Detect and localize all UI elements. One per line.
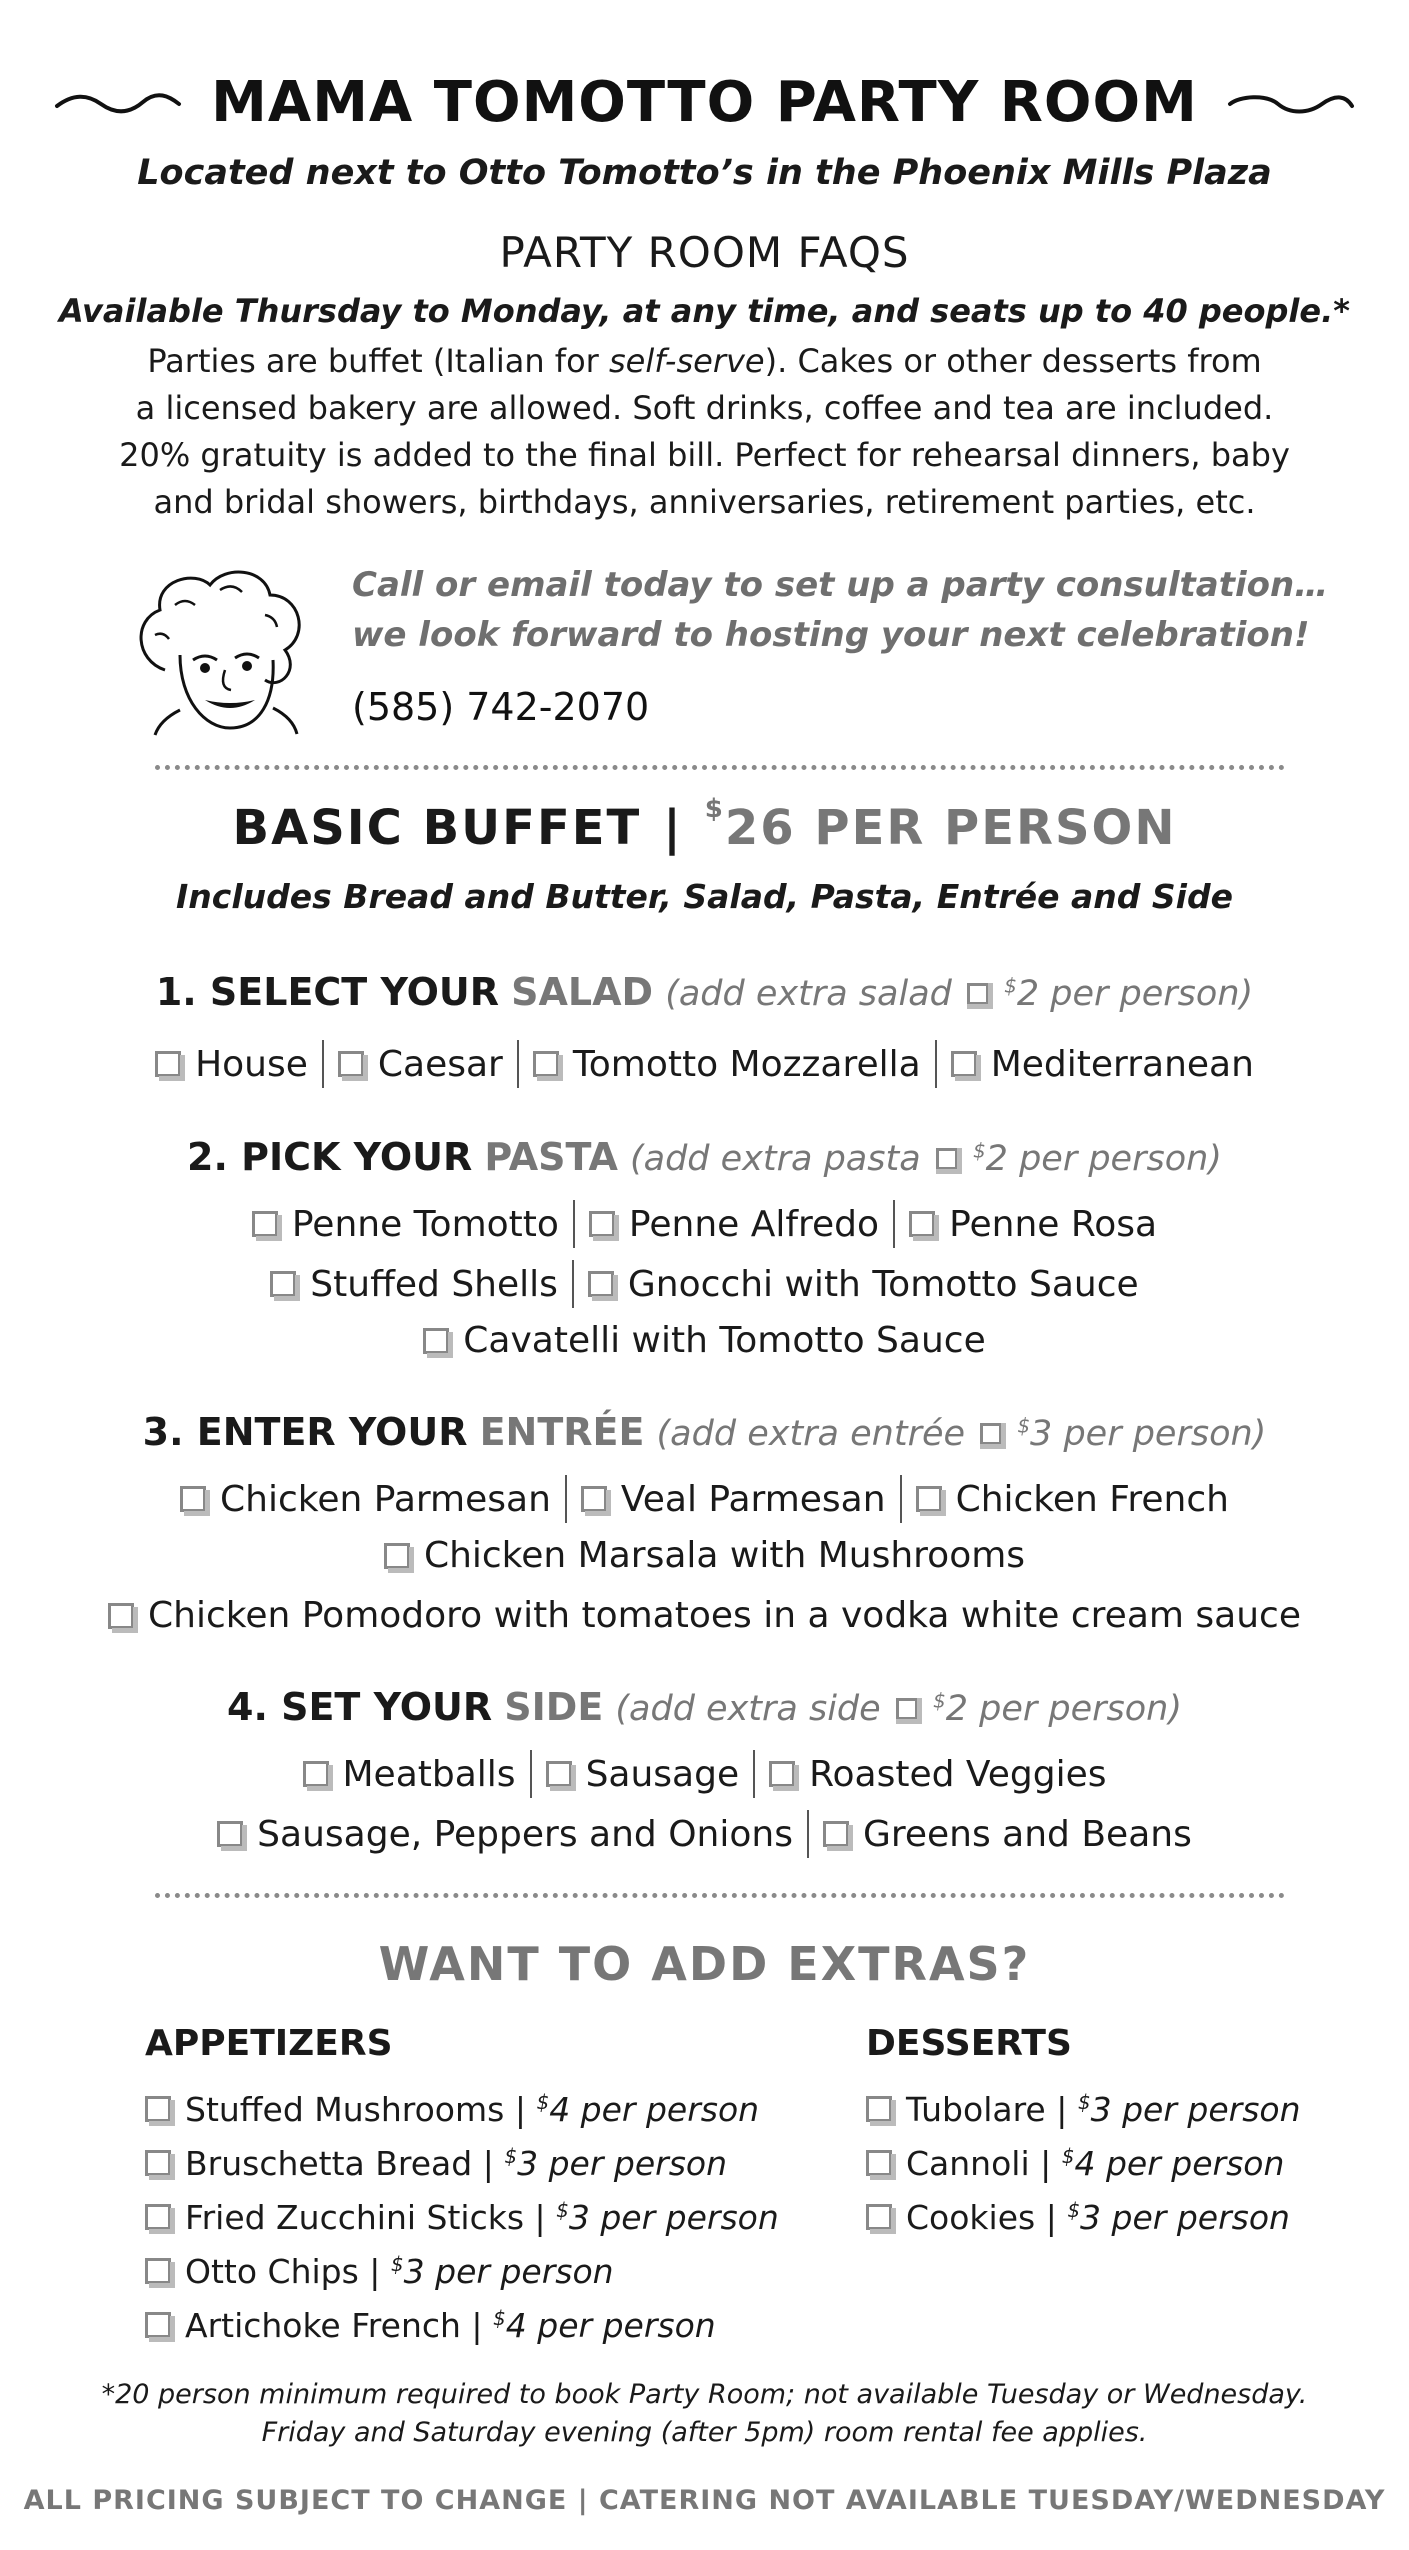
appetizer-otto-chips[interactable]: Otto Chips | $3 per person [145, 2244, 779, 2298]
salad-options-row-1 [0, 1040, 1409, 1088]
checkbox-icon[interactable] [384, 1543, 410, 1569]
faq-line-3: 20% gratuity is added to the final bill. Perfect for rehearsal dinners, baby [119, 436, 1290, 474]
entree-options-row-1 [0, 1475, 1409, 1523]
side-option-roasted-veggies[interactable]: Roasted Veggies [755, 1754, 1120, 1795]
checkbox-icon[interactable] [589, 1211, 615, 1237]
checkbox-icon[interactable] [588, 1271, 614, 1297]
side-option-sausage[interactable]: Sausage [532, 1754, 754, 1795]
pricing-disclaimer: ALL PRICING SUBJECT TO CHANGE | CATERING NOT AVAILABLE TUESDAY/WEDNESDAY [23, 2485, 1386, 2516]
checkbox-icon[interactable] [270, 1271, 296, 1297]
pasta-options-row-2 [0, 1260, 1409, 1308]
faq-heading: PARTY ROOM FAQS [499, 228, 910, 277]
pasta-option-gnocchi[interactable]: Gnocchi with Tomotto Sauce [574, 1264, 1153, 1305]
faq-line-1: Parties are buffet (Italian for self-serve). Cakes or other desserts from [147, 342, 1262, 380]
checkbox-icon[interactable] [180, 1486, 206, 1512]
pasta-option-penne-tomotto[interactable]: Penne Tomotto [238, 1204, 573, 1245]
appetizer-bruschetta-bread[interactable]: Bruschetta Bread | $3 per person [145, 2136, 779, 2190]
pasta-options-row-3 [0, 1320, 1409, 1361]
checkbox-icon[interactable] [252, 1211, 278, 1237]
checkbox-icon[interactable] [951, 1051, 977, 1077]
phone-number: (585) 742-2070 [352, 685, 650, 729]
side-option-meatballs[interactable]: Meatballs [289, 1754, 530, 1795]
title-row [0, 70, 1409, 135]
entree-option-chicken-marsala[interactable]: Chicken Marsala with Mushrooms [370, 1535, 1039, 1576]
dessert-tubolare[interactable]: Tubolare | $3 per person [866, 2082, 1301, 2136]
entree-option-chicken-pomodoro[interactable]: Chicken Pomodoro with tomatoes in a vodka white cream sauce [94, 1595, 1315, 1636]
checkbox-icon[interactable] [533, 1051, 559, 1077]
buffet-heading [0, 794, 1409, 856]
checkbox-icon[interactable] [145, 2312, 171, 2338]
side-option-sausage-peppers-onions[interactable]: Sausage, Peppers and Onions [203, 1814, 807, 1855]
pasta-section-heading: 2. PICK YOUR PASTA (add extra pasta $2 per person) [187, 1135, 1222, 1179]
location-subtitle: Located next to Otto Tomotto’s in the Phoenix Mills Plaza [137, 153, 1272, 193]
salad-option-caesar[interactable]: Caesar [324, 1044, 517, 1085]
page-title: MAMA TOMOTTO PARTY ROOM [211, 70, 1198, 135]
availability-text: Available Thursday to Monday, at any time, and seats up to 40 people.* [59, 292, 1350, 330]
mama-tomotto-mascot-illustration [125, 560, 315, 740]
entree-option-chicken-parmesan[interactable]: Chicken Parmesan [166, 1479, 565, 1520]
salad-option-mediterranean[interactable]: Mediterranean [937, 1044, 1268, 1085]
checkbox-icon[interactable] [145, 2258, 171, 2284]
pasta-option-cavatelli[interactable]: Cavatelli with Tomotto Sauce [409, 1320, 999, 1361]
buffet-divider: | [663, 800, 683, 856]
dotted-divider [155, 765, 1285, 780]
salad-section-heading: 1. SELECT YOUR SALAD (add extra salad $2 per person) [155, 970, 1254, 1014]
dessert-cannoli[interactable]: Cannoli | $4 per person [866, 2136, 1301, 2190]
desserts-column [866, 2023, 1301, 2244]
appetizer-artichoke-french[interactable]: Artichoke French | $4 per person [145, 2298, 779, 2352]
salad-option-tomotto-mozzarella[interactable]: Tomotto Mozzarella [519, 1044, 935, 1085]
appetizers-heading: APPETIZERS [145, 2023, 393, 2064]
desserts-heading: DESSERTS [866, 2023, 1072, 2064]
entree-options-row-2 [0, 1535, 1409, 1576]
checkbox-icon[interactable] [217, 1821, 243, 1847]
side-option-greens-and-beans[interactable]: Greens and Beans [809, 1814, 1206, 1855]
faq-line-2: a licensed bakery are allowed. Soft drinks, coffee and tea are included. [135, 389, 1274, 427]
left-squiggle-ornament [53, 88, 183, 118]
side-section-heading: 4. SET YOUR SIDE (add extra side $2 per person) [227, 1685, 1182, 1729]
checkbox-icon[interactable] [909, 1211, 935, 1237]
appetizer-stuffed-mushrooms[interactable]: Stuffed Mushrooms | $4 per person [145, 2082, 779, 2136]
side-options-row-1 [0, 1750, 1409, 1798]
entree-section-heading: 3. ENTER YOUR ENTRÉE (add extra entrée $3 per person) [142, 1410, 1267, 1454]
checkbox-icon[interactable] [155, 1051, 181, 1077]
right-squiggle-ornament [1226, 88, 1356, 118]
checkbox-icon[interactable] [866, 2204, 892, 2230]
checkbox-icon[interactable] [423, 1328, 449, 1354]
appetizers-column [145, 2023, 779, 2352]
appetizer-fried-zucchini-sticks[interactable]: Fried Zucchini Sticks | $3 per person [145, 2190, 779, 2244]
checkbox-icon[interactable] [823, 1821, 849, 1847]
dessert-cookies[interactable]: Cookies | $3 per person [866, 2190, 1301, 2244]
checkbox-icon[interactable] [916, 1486, 942, 1512]
pasta-options-row-1 [0, 1200, 1409, 1248]
checkbox-icon[interactable] [108, 1603, 134, 1629]
checkbox-icon[interactable] [769, 1761, 795, 1787]
checkbox-icon[interactable] [145, 2096, 171, 2122]
checkbox-icon[interactable] [581, 1486, 607, 1512]
salad-option-house[interactable]: House [141, 1044, 322, 1085]
checkbox-icon[interactable] [145, 2150, 171, 2176]
side-options-row-2 [0, 1810, 1409, 1858]
footnote: *20 person minimum required to book Party Room; not available Tuesday or Wednesday. Friday and Saturday evening (after 5pm) room rental fee applies. [101, 2379, 1308, 2448]
checkbox-icon[interactable] [338, 1051, 364, 1077]
checkbox-icon[interactable] [145, 2204, 171, 2230]
entree-option-chicken-french[interactable]: Chicken French [902, 1479, 1243, 1520]
buffet-name: BASIC BUFFET [232, 800, 642, 856]
pasta-option-stuffed-shells[interactable]: Stuffed Shells [256, 1264, 572, 1305]
call-to-action: Call or email today to set up a party consultation… we look forward to hosting your next celebration! [352, 565, 1329, 655]
faq-body [100, 338, 1309, 526]
pasta-option-penne-rosa[interactable]: Penne Rosa [895, 1204, 1171, 1245]
checkbox-icon[interactable] [866, 2096, 892, 2122]
entree-options-row-3 [0, 1595, 1409, 1636]
faq-line-4: and bridal showers, birthdays, anniversaries, retirement parties, etc. [153, 483, 1256, 521]
buffet-price: $26 PER PERSON [704, 794, 1177, 856]
extras-heading: WANT TO ADD EXTRAS? [378, 1937, 1031, 1991]
pasta-option-penne-alfredo[interactable]: Penne Alfredo [575, 1204, 893, 1245]
checkbox-icon[interactable] [546, 1761, 572, 1787]
checkbox-icon[interactable] [866, 2150, 892, 2176]
dotted-divider [155, 1893, 1285, 1908]
checkbox-icon[interactable] [303, 1761, 329, 1787]
buffet-includes: Includes Bread and Butter, Salad, Pasta, Entrée and Side [176, 877, 1233, 916]
entree-option-veal-parmesan[interactable]: Veal Parmesan [567, 1479, 900, 1520]
